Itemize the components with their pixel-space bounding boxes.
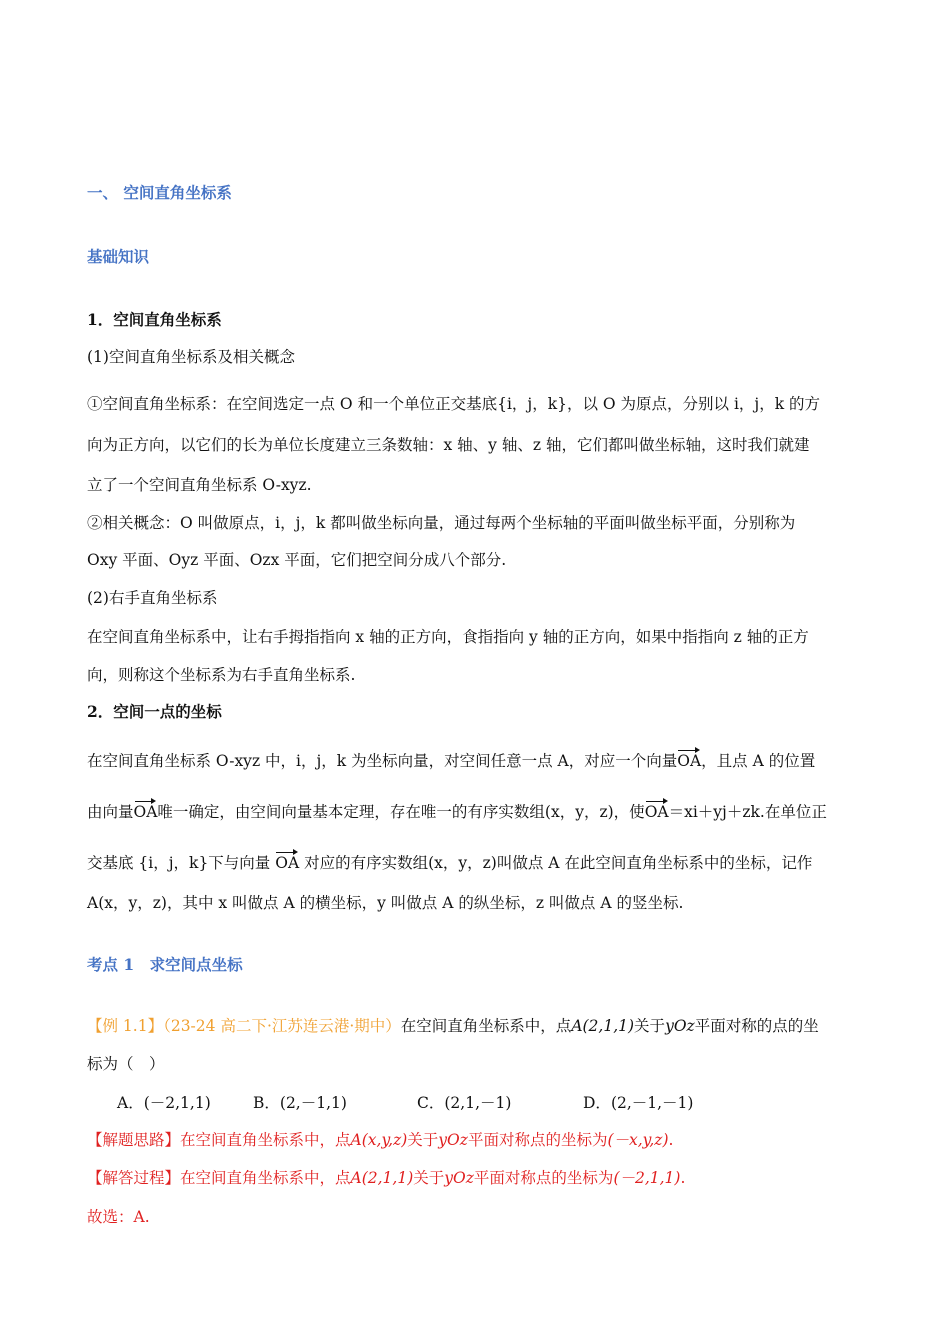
option-value: (2,－1,1) xyxy=(279,1094,347,1112)
text-run: 在空间直角坐标系 O-xyz 中，i，j，k 为坐标向量，对空间任意一点 A，对应一个向量 xyxy=(87,752,678,770)
math-plane: yOz xyxy=(444,1169,474,1187)
subheading-1: (1)空间直角坐标系及相关概念 xyxy=(87,348,295,366)
option-label: C． xyxy=(417,1094,445,1112)
options-row xyxy=(0,1092,950,1114)
text-run: 平面对称点的坐标为 xyxy=(473,1169,614,1187)
option-label: A． xyxy=(117,1094,144,1112)
math-point: A(2,1,1) xyxy=(350,1169,414,1187)
text-run: 唯一确定，由空间向量基本定理，存在唯一的有序实数组(x，y，z)，使 xyxy=(157,803,645,821)
answer-line: 故选：A. xyxy=(87,1208,150,1226)
vector-oa: OA xyxy=(275,854,300,872)
paragraph-3-line-1: 在空间直角坐标系中，让右手拇指指向 x 轴的正方向，食指指向 y 轴的正方向，如果中指指向 z 轴的正方 xyxy=(87,628,809,646)
text-run: 在空间直角坐标系中，点 xyxy=(180,1169,351,1187)
paragraph-2-line-1: ②相关概念：O 叫做原点，i，j，k 都叫做坐标向量，通过每两个坐标轴的平面叫做坐标平面，分别称为 xyxy=(87,514,796,532)
text-run: 关于 xyxy=(407,1131,439,1149)
paragraph-4-line-3 xyxy=(87,852,812,874)
option-a xyxy=(117,1092,211,1114)
math-result: (－2,1,1) xyxy=(613,1169,681,1187)
text-run: 交基底 {i，j，k}下与向量 xyxy=(87,854,276,872)
text-run: . xyxy=(680,1169,686,1187)
text-run: ＝xi＋yj＋zk.在单位正 xyxy=(668,803,827,821)
solution-tag: 【解答过程】 xyxy=(87,1169,181,1187)
example-question-line-2: 标为（ ） xyxy=(87,1055,165,1073)
text-run: ，以 O 为原点，分别以 i，j，k 的方 xyxy=(566,395,821,413)
example-tag: 【例 1.1】 xyxy=(87,1017,164,1035)
math-result: (－x,y,z) xyxy=(607,1131,669,1149)
text-run: 对应的有序实数组(x，y，z)叫做点 A 在此空间直角坐标系中的坐标，记作 xyxy=(299,854,813,872)
math-plane: yOz xyxy=(665,1017,695,1035)
paragraph-1-line-3: 立了一个空间直角坐标系 O-xyz. xyxy=(87,476,312,494)
heading-2: 2．空间一点的坐标 xyxy=(87,702,222,721)
paragraph-4-line-2 xyxy=(87,801,827,823)
vector-oa: OA xyxy=(677,752,702,770)
text-run: 由向量 xyxy=(87,803,134,821)
option-value: (2,1,－1) xyxy=(444,1094,512,1112)
subheading-2: (2)右手直角坐标系 xyxy=(87,589,218,607)
hint-tag: 【解题思路】 xyxy=(87,1131,181,1149)
option-value: (2,－1,－1) xyxy=(610,1094,694,1112)
option-label: B． xyxy=(253,1094,280,1112)
paragraph-4-line-1 xyxy=(87,750,815,772)
example-question-line-1 xyxy=(87,1015,819,1037)
paragraph-1-line-2: 向为正方向，以它们的长为单位长度建立三条数轴：x 轴、y 轴、z 轴，它们都叫做坐标轴，这时我们就建 xyxy=(87,436,810,454)
example-source: （23-24 高二下·江苏连云港·期中） xyxy=(163,1017,401,1035)
math-plane: yOz xyxy=(438,1131,468,1149)
option-b xyxy=(253,1092,347,1114)
text-run: ①空间直角坐标系：在空间选定一点 O 和一个单位正交基底 xyxy=(87,395,498,413)
text-run: 关于 xyxy=(413,1169,445,1187)
paragraph-1-line-1 xyxy=(87,393,820,415)
text-run: . xyxy=(668,1131,674,1149)
vector-oa: OA xyxy=(133,803,158,821)
paragraph-4-line-4: A(x，y，z)，其中 x 叫做点 A 的横坐标，y 叫做点 A 的纵坐标，z 叫做点 A 的竖坐标. xyxy=(87,894,684,912)
text-run: 在空间直角坐标系中，点 xyxy=(400,1017,572,1035)
vector-oa: OA xyxy=(644,803,669,821)
math-point: A(2,1,1) xyxy=(571,1017,635,1035)
math-point: A(x,y,z) xyxy=(350,1131,408,1149)
option-value: (－2,1,1) xyxy=(143,1094,211,1112)
text-run: 平面对称点的坐标为 xyxy=(467,1131,608,1149)
subsection-title: 基础知识 xyxy=(87,247,150,266)
solution-hint xyxy=(87,1129,673,1151)
basis-set: {i，j，k} xyxy=(497,395,567,413)
paragraph-3-line-2: 向，则称这个坐标系为右手直角坐标系. xyxy=(87,666,356,684)
option-label: D． xyxy=(583,1094,611,1112)
option-c xyxy=(417,1092,511,1114)
solution-process xyxy=(87,1167,685,1189)
text-run: 关于 xyxy=(634,1017,666,1035)
option-d xyxy=(583,1092,693,1114)
text-run: ，且点 A 的位置 xyxy=(701,752,816,770)
text-run: 在空间直角坐标系中，点 xyxy=(180,1131,351,1149)
heading-1: 1．空间直角坐标系 xyxy=(87,310,222,329)
kaodian-title: 考点 1 求空间点坐标 xyxy=(87,955,243,974)
paragraph-2-line-2: Oxy 平面、Oyz 平面、Ozx 平面，它们把空间分成八个部分. xyxy=(87,551,507,569)
section-title: 一、 空间直角坐标系 xyxy=(87,183,232,202)
text-run: 平面对称的点的坐 xyxy=(694,1017,819,1035)
